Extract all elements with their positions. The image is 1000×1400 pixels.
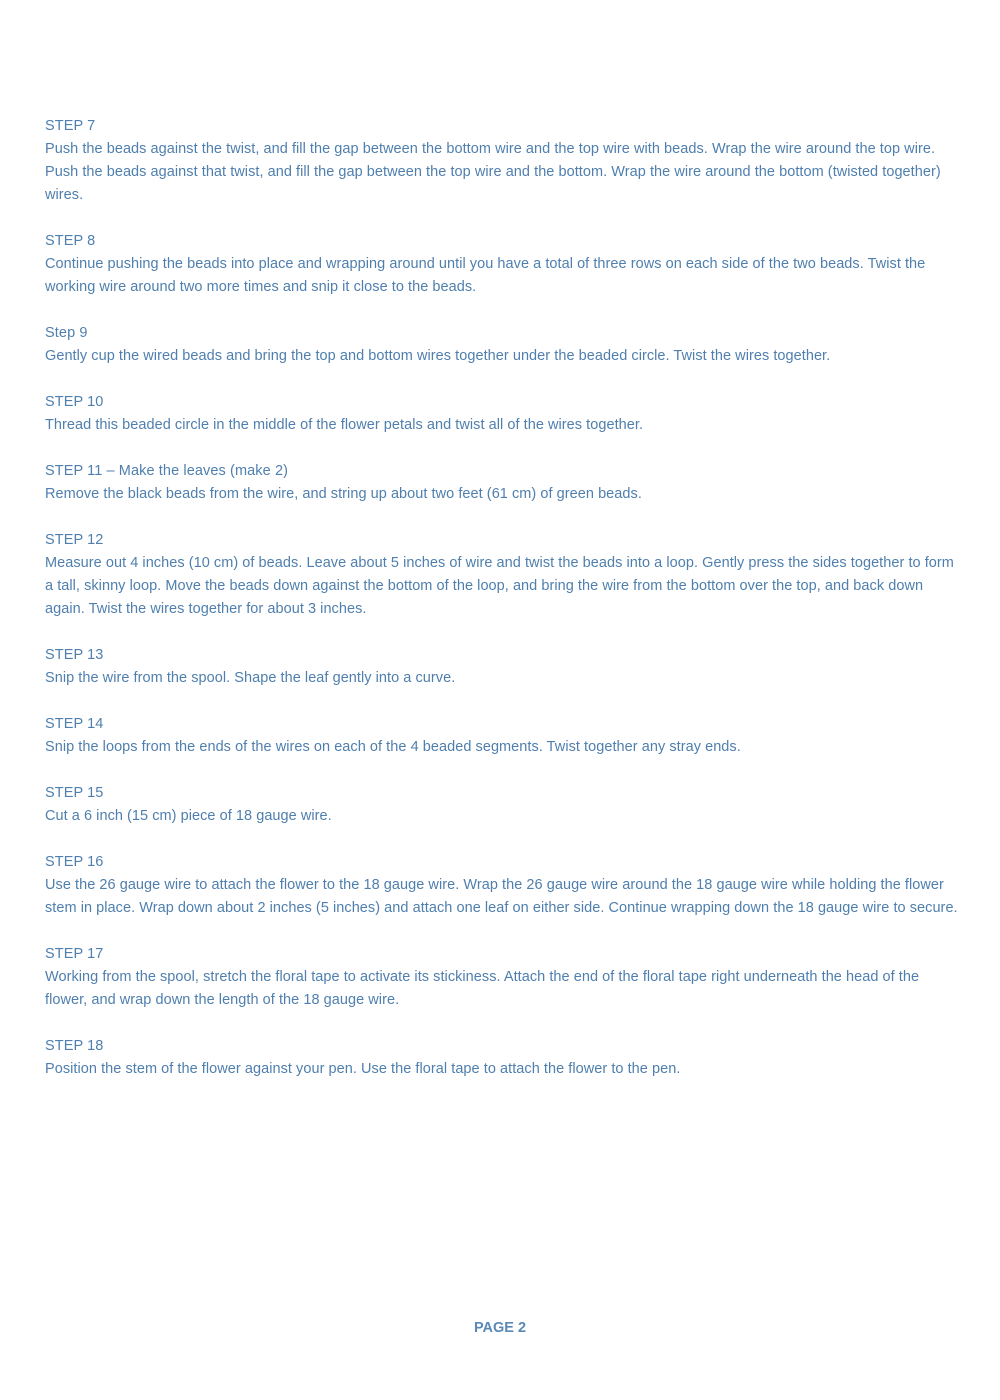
step-11 [45, 460, 960, 506]
step-text: Remove the black beads from the wire, and string up about two feet (61 cm) of green beads. [45, 486, 642, 502]
step-text: Continue pushing the beads into place and wrapping around until you have a total of three rows on each side of the two beads. Twist the working wire around two more times and snip it close to the beads. [45, 256, 926, 295]
step-title: STEP 18 [45, 1038, 104, 1054]
step-title: STEP 13 [45, 647, 104, 663]
step-title: STEP 14 [45, 716, 104, 732]
step-title: STEP 8 [45, 233, 96, 249]
step-title: STEP 15 [45, 785, 104, 801]
step-title: STEP 12 [45, 532, 104, 548]
step-text: Use the 26 gauge wire to attach the flower to the 18 gauge wire. Wrap the 26 gauge wire around the 18 gauge wire while holding the flower stem in place. Wrap down about 2 inches (5 inches) and attach one leaf on either side. Continue wrapping down the 18 gauge wire to secure. [45, 877, 958, 916]
step-17 [45, 943, 960, 1012]
step-title: STEP 10 [45, 394, 104, 410]
step-title: STEP 7 [45, 118, 96, 134]
step-15 [45, 782, 960, 828]
step-8 [45, 230, 960, 299]
step-18 [45, 1035, 960, 1081]
step-text: Gently cup the wired beads and bring the top and bottom wires together under the beaded circle. Twist the wires together. [45, 348, 831, 364]
step-14 [45, 713, 960, 759]
step-title: Step 9 [45, 325, 88, 341]
step-10 [45, 391, 960, 437]
step-text: Measure out 4 inches (10 cm) of beads. Leave about 5 inches of wire and twist the beads into a loop. Gently press the sides together to form a tall, skinny loop. Move the beads down against the bottom of the loop, and bring the wire from the bottom over the top, and back down again. Twist the wires together for about 3 inches. [45, 555, 954, 617]
step-7 [45, 115, 960, 207]
step-text: Working from the spool, stretch the floral tape to activate its stickiness. Attach the end of the floral tape right underneath the head of the flower, and wrap down the length of the 18 gauge wire. [45, 969, 920, 1008]
instructions-content [45, 115, 960, 1104]
step-text: Position the stem of the flower against your pen. Use the floral tape to attach the flower to the pen. [45, 1061, 681, 1077]
step-text: Snip the wire from the spool. Shape the leaf gently into a curve. [45, 670, 456, 686]
step-title: STEP 11 – Make the leaves (make 2) [45, 463, 289, 479]
step-text: Cut a 6 inch (15 cm) piece of 18 gauge wire. [45, 808, 332, 824]
step-title: STEP 16 [45, 854, 104, 870]
page-number: PAGE 2 [473, 1320, 527, 1336]
step-16 [45, 851, 960, 920]
step-text: Thread this beaded circle in the middle of the flower petals and twist all of the wires together. [45, 417, 644, 433]
step-9 [45, 322, 960, 368]
step-12 [45, 529, 960, 621]
step-title: STEP 17 [45, 946, 104, 962]
step-text: Push the beads against the twist, and fill the gap between the bottom wire and the top wire with beads. Wrap the wire around the top wire. Push the beads against that twist, and fill the gap between the top wire and the bottom. Wrap the wire around the bottom (twisted together) wires. [45, 141, 941, 203]
step-13 [45, 644, 960, 690]
step-text: Snip the loops from the ends of the wires on each of the 4 beaded segments. Twist together any stray ends. [45, 739, 741, 755]
